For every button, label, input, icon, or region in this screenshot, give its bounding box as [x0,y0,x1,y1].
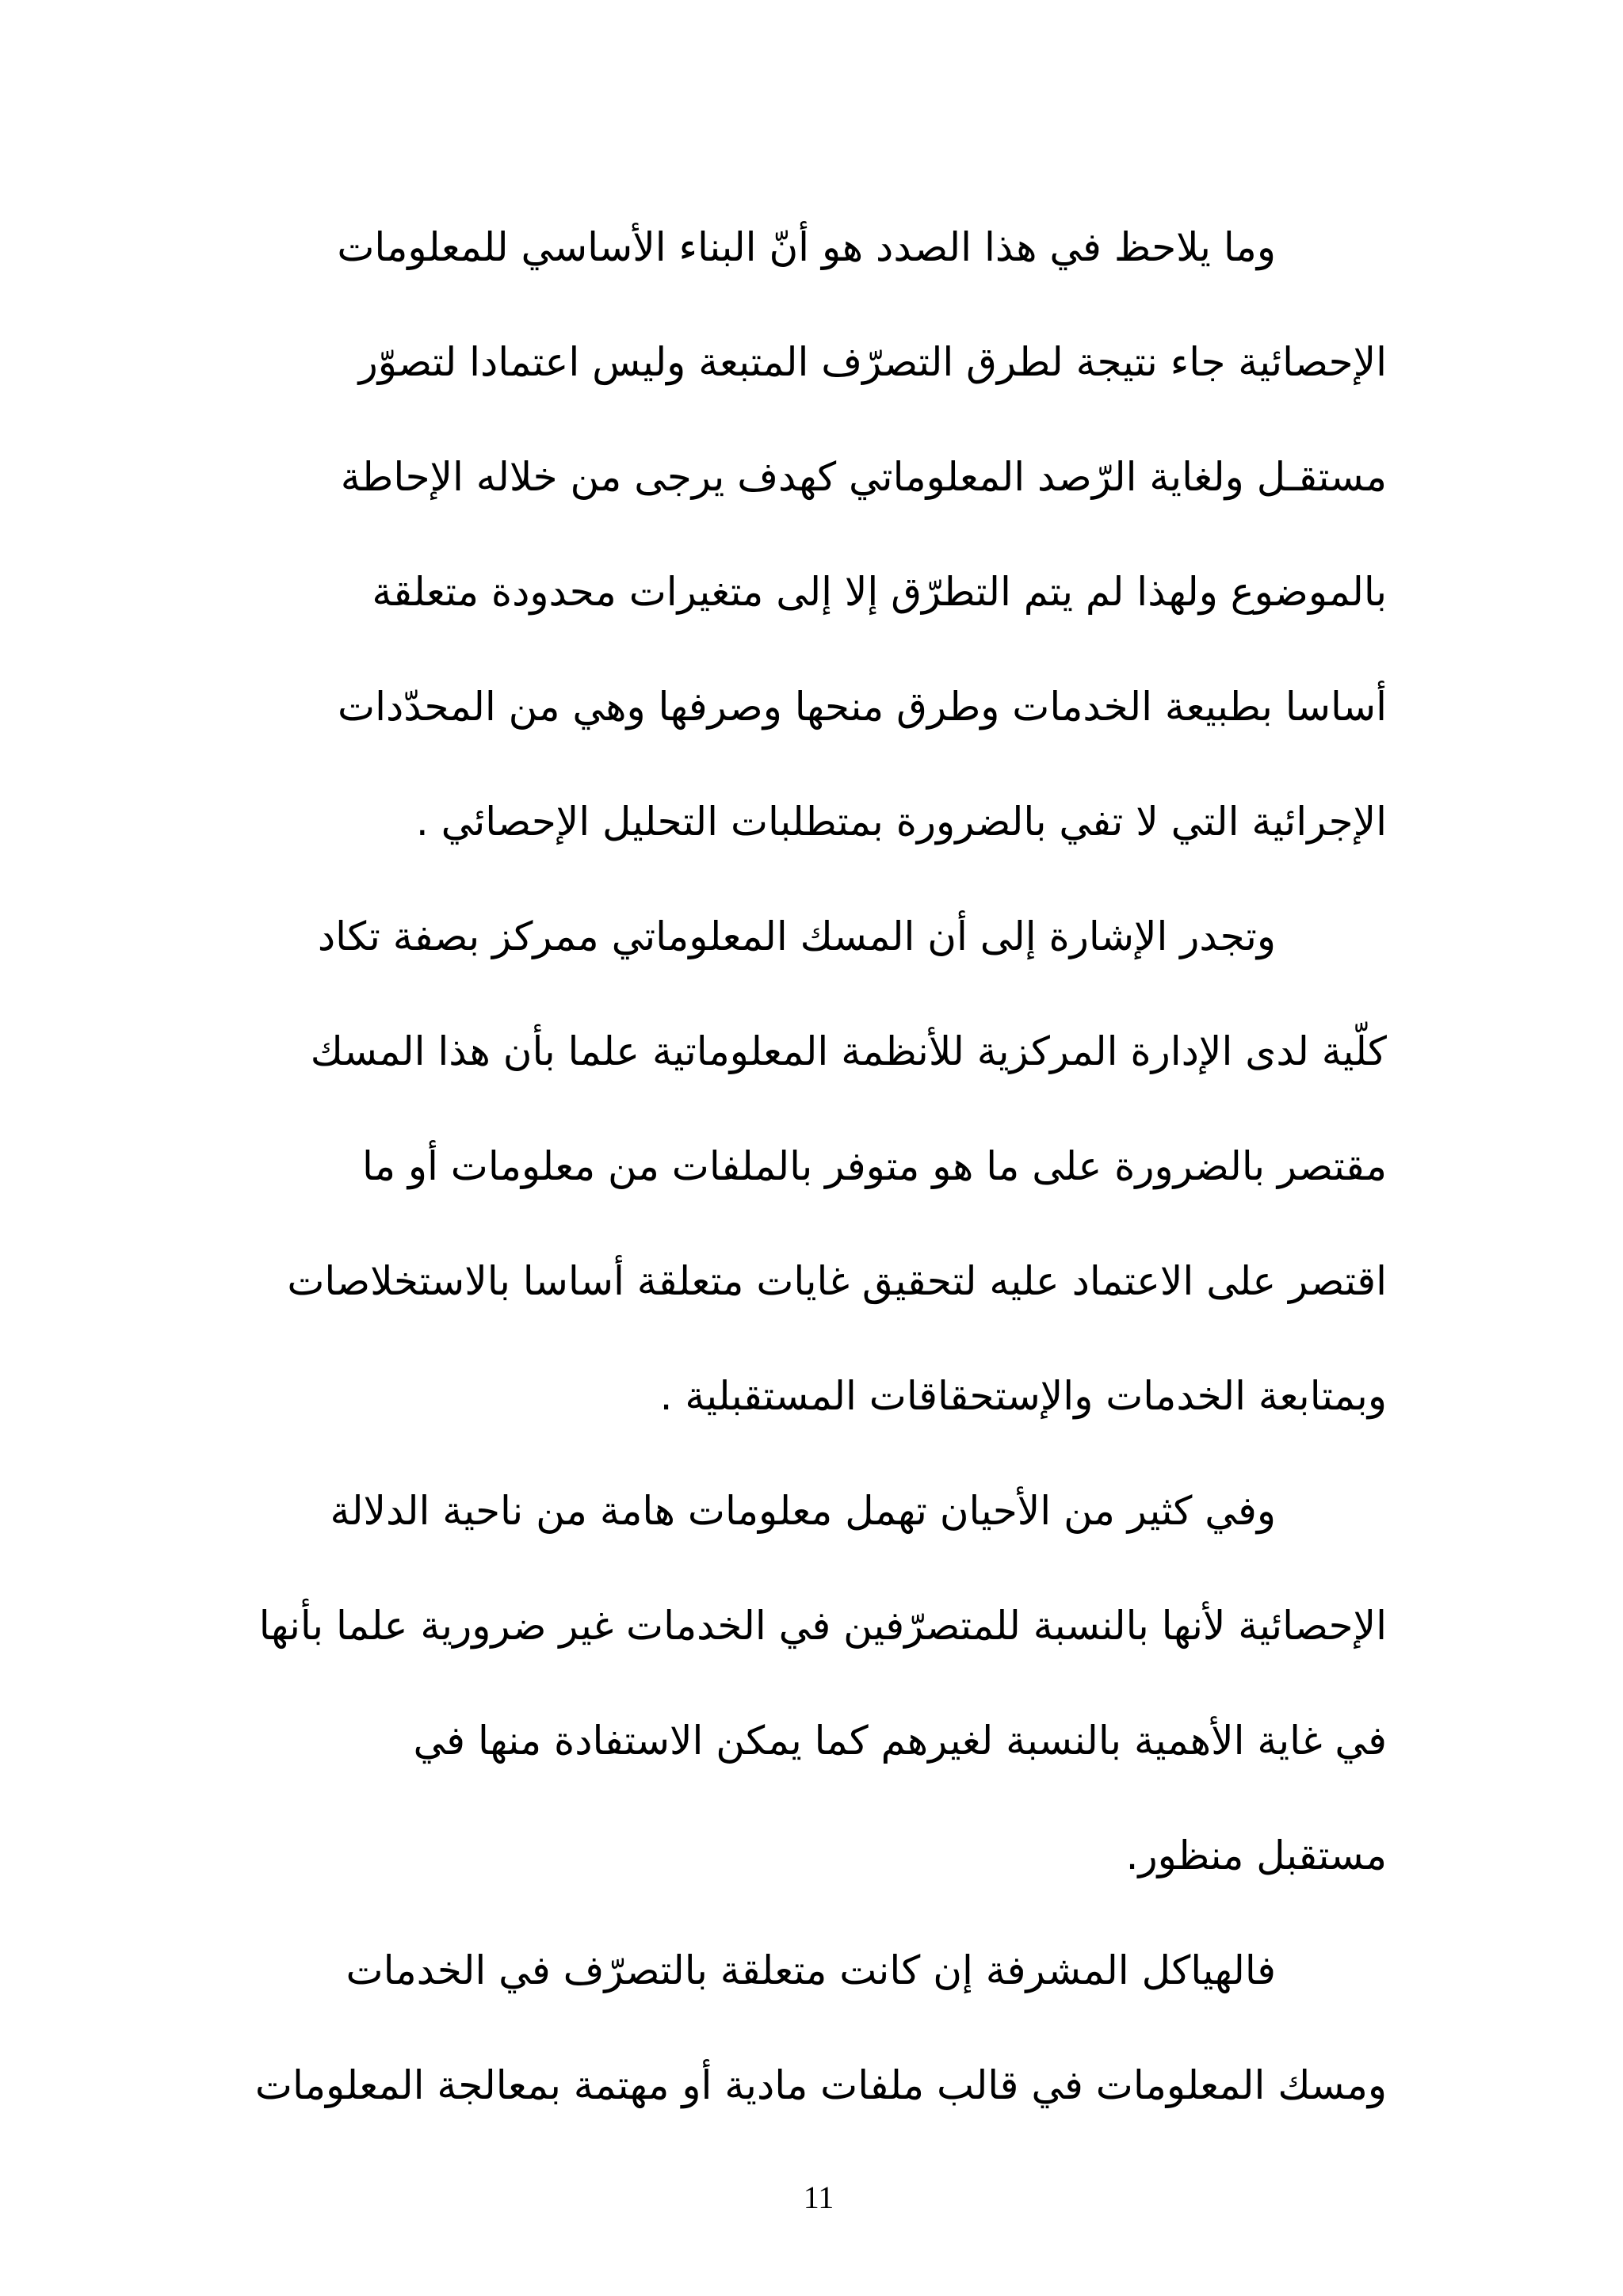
text-line: الإجرائية التي لا تفي بالضرورة بمتطلبات التحليل الإحصائي . [415,799,1387,845]
paragraph [40,190,1387,879]
text-line: كلّية لدى الإدارة المركزية للأنظمة المعلوماتية علما بأن هذا المسك [310,1028,1387,1074]
text-line: اقتصر على الاعتماد عليه لتحقيق غايات متعلقة أساسا بالاستخلاصات [287,1258,1387,1304]
text-line: وفي كثير من الأحيان تهمل معلومات هامة من ناحية الدلالة [330,1488,1276,1534]
paragraph [40,879,1387,1454]
text-line: فالهياكل المشرفة إن كانت متعلقة بالتصرّف في الخدمات [346,1947,1276,1993]
page-number: 11 [803,2180,834,2215]
text-line: مستقبل منظور. [1125,1833,1387,1878]
text-line: وما يلاحظ في هذا الصدد هو أنّ البناء الأساسي للمعلومات [337,224,1276,270]
text-line: وبمتابعة الخدمات والإستحقاقات المستقبلية . [659,1373,1387,1419]
text-line: الإحصائية لأنها بالنسبة للمتصرّفين في الخدمات غير ضرورية علما بأنها [258,1603,1387,1649]
text-line: مقتصر بالضرورة على ما هو متوفر بالملفات من معلومات أو ما [361,1143,1387,1189]
text-line: بالموضوع ولهذا لم يتم التطرّق إلا إلى متغيرات محدودة متعلقة [372,569,1387,615]
text-line: أساسا بطبيعة الخدمات وطرق منحها وصرفها وهي من المحدّدات [338,684,1387,730]
body-text [40,190,1387,2143]
text-line: في غاية الأهمية بالنسبة لغيرهم كما يمكن الاستفادة منها في [413,1718,1387,1764]
text-line: مستقـل ولغاية الرّصد المعلوماتي كهدف يرجى من خلاله الإحاطة [340,454,1387,500]
text-line: وتجدر الإشارة إلى أن المسك المعلوماتي ممركز بصفة تكاد [317,913,1276,959]
text-line: ومسك المعلومات في قالب ملفات مادية أو مهتمة بمعالجة المعلومات [254,2062,1387,2108]
paragraph [40,1913,1387,2143]
paragraph [40,1454,1387,1913]
text-line: الإحصائية جاء نتيجة لطرق التصرّف المتبعة وليس اعتمادا لتصوّر [358,339,1387,385]
